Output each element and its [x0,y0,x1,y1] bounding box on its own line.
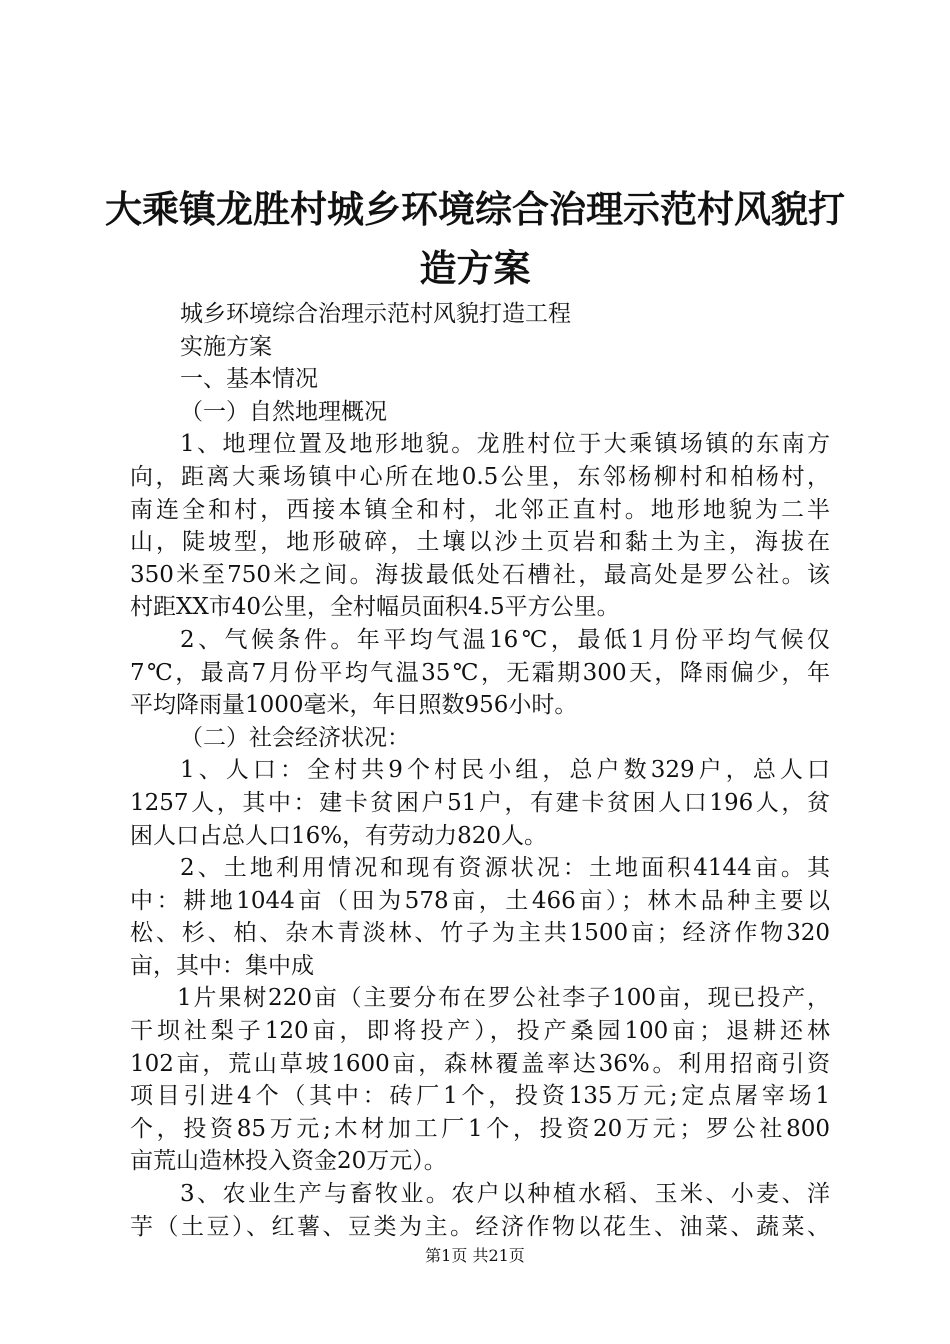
document-title-line-2: 造方案 [419,247,531,290]
paragraph-line: 1片果树220亩（主要分布在罗公社李子100亩，现已投产， [177,985,830,1012]
paragraph-line: 3、农业生产与畜牧业。农户以种植水稻、玉米、小麦、洋 [180,1181,830,1208]
paragraph-line: 向，距离大乘场镇中心所在地0.5公里，东邻杨柳村和柏杨村， [130,463,830,490]
paragraph-line: 山，陡坡型，地形破碎，土壤以沙土页岩和黏土为主，海拔在 [130,529,830,556]
page-number: 第1页 共21页 [425,1246,525,1265]
paragraph-line: 村距XX市40公里，全村幅员面积4.5平方公里。 [130,594,620,621]
section-heading: 一、基本情况 [180,366,318,393]
paragraph-line: 102亩，荒山草坡1600亩，森林覆盖率达36%。利用招商引资 [130,1050,830,1077]
paragraph-line: 松、杉、柏、杂木青淡林、竹子为主共1500亩；经济作物320 [130,920,830,947]
paragraph-line: 南连全和村，西接本镇全和村，北邻正直村。地形地貌为二半 [130,496,830,523]
paragraph-line: 中：耕地1044亩（田为578亩，土466亩）；林木品种主要以 [130,887,830,914]
subsection-heading: （二）社会经济状况： [180,724,410,751]
paragraph-line: 2、气候条件。年平均气温16℃，最低1月份平均气候仅 [180,626,830,653]
paragraph-line: 项目引进4个（其中：砖厂1个，投资135万元;定点屠宰场1 [130,1083,830,1110]
paragraph-line: 1、人口：全村共9个村民小组，总户数329户，总人口 [180,757,830,784]
document-title-line-1: 大乘镇龙胜村城乡环境综合治理示范村风貌打 [105,188,845,231]
subtitle-line: 实施方案 [180,333,272,360]
paragraph-line: 7℃，最高7月份平均气温35℃，无霜期300天，降雨偏少，年 [130,659,830,686]
paragraph-line: 2、土地利用情况和现有资源状况：土地面积4144亩。其 [180,855,830,882]
paragraph-line: 亩荒山造林投入资金20万元）。 [130,1148,447,1175]
subtitle-line: 城乡环境综合治理示范村风貌打造工程 [180,301,571,327]
paragraph-line: 干坝社梨子120亩，即将投产），投产桑园100亩；退耕还林 [130,1018,830,1045]
paragraph-line: 1、地理位置及地形地貌。龙胜村位于大乘镇场镇的东南方 [180,431,830,458]
paragraph-line: 350米至750米之间。海拔最低处石槽社，最高处是罗公社。该 [130,561,830,588]
document-body [130,298,830,1243]
paragraph-line: 平均降雨量1000毫米，年日照数956小时。 [130,692,578,719]
paragraph-line: 亩，其中：集中成 [130,952,314,979]
paragraph-line: 芋（土豆）、红薯、豆类为主。经济作物以花生、油菜、蔬菜、 [130,1213,830,1240]
paragraph-line: 个，投资85万元;木材加工厂1个，投资20万元；罗公社800 [130,1115,830,1142]
paragraph-line: 困人口占总人口16%，有劳动力820人。 [130,822,548,849]
paragraph-line: 1257人，其中：建卡贫困户51户，有建卡贫困人口196人，贫 [130,789,830,816]
subsection-heading: （一）自然地理概况 [180,398,387,425]
